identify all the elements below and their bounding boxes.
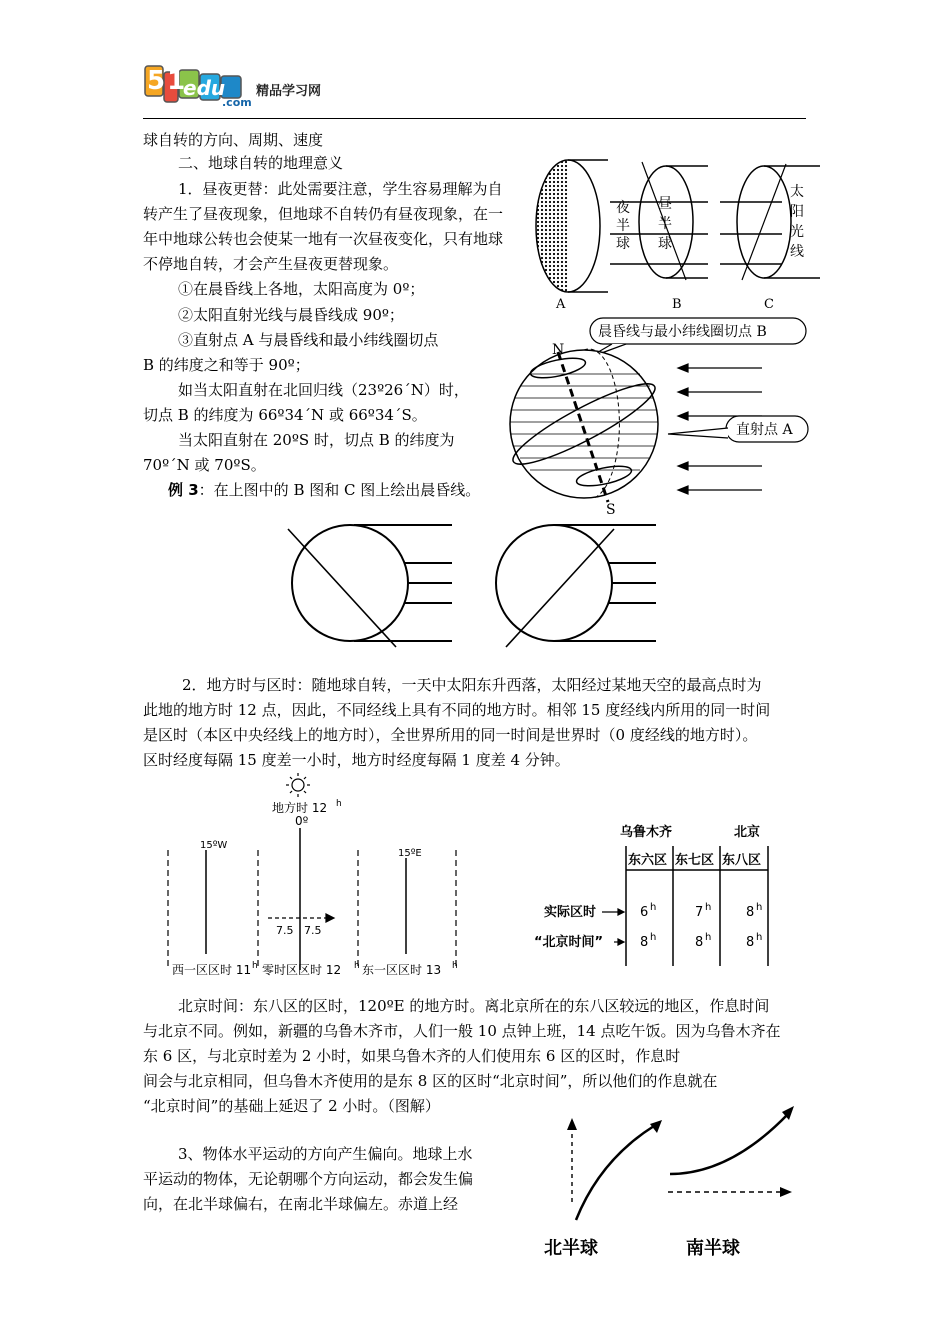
north-hemisphere-arrows <box>567 1118 662 1220</box>
city-beijing: 北京 <box>734 825 761 840</box>
north-label: N <box>552 342 565 358</box>
logo-tagline: 精品学习网 <box>256 84 322 99</box>
list-item: ②太阳直射光线与晨昏线成 90º； <box>178 306 404 324</box>
text-line: 此地的地方时 12 点，因此，不同经线上具有不同的地方时。相邻 15 度经线内所用的同一时间 <box>143 701 771 719</box>
header-rule <box>143 118 806 119</box>
south-label: S <box>606 502 616 518</box>
row-label-actual: 实际区时 <box>544 905 597 920</box>
logo-com: .com <box>222 96 252 109</box>
zone-header-6: 东六区 <box>628 853 668 868</box>
north-hemisphere-label: 北半球 <box>544 1238 598 1259</box>
deflection-diagram <box>530 1100 800 1260</box>
text-line: 向，在北半球偏右，在南北半球偏左。赤道上经 <box>143 1195 459 1213</box>
zero-zone-sup: h <box>354 961 360 971</box>
zone-header-7: 东七区 <box>675 853 715 868</box>
text-line: 1．昼夜更替：此处需要注意，学生容易理解为自 <box>178 180 503 198</box>
text-line: 间会与北京相同，但乌鲁木齐使用的是东 8 区的区时“北京时间”，所以他们的作息就在 <box>143 1072 718 1090</box>
text-line: 北京时间：东八区的区时，120ºE 的地方时。离北京所在的东八区较远的地区，作息时间 <box>178 997 770 1015</box>
local-time-sup: h <box>336 799 342 809</box>
value-sup: h <box>756 902 763 913</box>
globe-circle <box>510 350 658 498</box>
value-bj-8: 8 <box>746 935 755 950</box>
terminator-globe-diagram <box>500 316 812 518</box>
logo-edu: edu <box>183 76 226 100</box>
zone-table-diagram <box>530 820 780 970</box>
night-char: 夜 <box>616 200 630 216</box>
label-a: A <box>556 297 566 312</box>
text-line: 当太阳直射在 20ºS 时，切点 B 的纬度为 <box>178 431 455 449</box>
text-line: 东 6 区，与北京时差为 2 小时，如果乌鲁木齐的人们使用东 6 区的区时，作息时 <box>143 1047 681 1065</box>
answer-globe-b <box>288 525 452 647</box>
callout-b-text: 晨昏线与最小纬线圈切点 B <box>598 324 767 340</box>
sunray-char: 线 <box>790 244 804 260</box>
south-hemisphere-arrows <box>668 1106 794 1197</box>
value-bj-7: 8 <box>695 935 704 950</box>
west-zone-label: 西一区区时 11 <box>172 963 252 977</box>
sunray-char: 阳 <box>790 204 804 220</box>
list-item: ③直射点 A 与晨昏线和最小纬线圈切点 <box>178 331 439 349</box>
night-char: 半 <box>616 218 630 234</box>
label-c: C <box>764 297 774 312</box>
value-sup: h <box>650 902 657 913</box>
text-line: 区时经度每隔 15 度差一小时，地方时经度每隔 1 度差 4 分钟。 <box>143 751 570 769</box>
day-night-diagram <box>520 152 820 322</box>
example-text: ：在上图中的 B 图和 C 图上绘出晨昏线。 <box>198 481 481 499</box>
day-char: 昼 <box>658 196 672 212</box>
text-line: “北京时间”的基础上延迟了 2 小时。（图解） <box>143 1097 440 1115</box>
day-char: 球 <box>658 236 672 252</box>
half-width-left: 7.5 <box>276 924 294 937</box>
city-urumqi: 乌鲁木齐 <box>620 825 673 840</box>
globe-c <box>720 164 820 280</box>
row-label-beijing-time: “北京时间” <box>534 935 604 950</box>
text-line: 与北京不同。例如，新疆的乌鲁木齐市，人们一般 10 点钟上班，14 点吃午饭。因为乌鲁木齐在 <box>143 1022 781 1040</box>
logo-digits: 51 <box>147 66 188 96</box>
sun-icon <box>286 773 310 797</box>
example-label: 例 3 <box>168 481 199 499</box>
text-line: 平运动的物体，无论朝哪个方向运动，都会发生偏 <box>143 1170 474 1188</box>
text-line: 切点 B 的纬度为 66º34´N 或 66º34´S。 <box>143 406 427 424</box>
globe-a <box>536 160 608 292</box>
text-line: 如当太阳直射在北回归线（23º26´N）时， <box>178 381 469 399</box>
answer-globe-c <box>496 525 656 647</box>
sunray-char: 光 <box>790 224 804 240</box>
east-zone-sup: h <box>452 961 458 971</box>
list-item: B 的纬度之和等于 90º； <box>143 356 310 374</box>
value-actual-7: 7 <box>695 905 704 920</box>
answer-diagram <box>284 523 666 649</box>
value-sup: h <box>756 932 763 943</box>
list-item: ①在晨昏线上各地，太阳高度为 0º； <box>178 280 425 298</box>
value-sup: h <box>705 932 712 943</box>
text-line: 转产生了昼夜现象，但地球不自转仍有昼夜现象，在一 <box>143 205 504 223</box>
local-time-label: 地方时 12 <box>272 801 328 815</box>
value-sup: h <box>705 902 712 913</box>
text-line: 3、物体水平运动的方向产生偏向。地球上水 <box>178 1145 473 1163</box>
text-line: 70º´N 或 70ºS。 <box>143 456 266 474</box>
text-line: 年中地球公转也会使某一地有一次昼夜变化，只有地球 <box>143 230 504 248</box>
south-hemisphere-label: 南半球 <box>686 1238 740 1259</box>
text-line: 不停地自转，才会产生昼夜更替现象。 <box>143 255 399 273</box>
zero-zone-label: 零时区区时 12 <box>262 963 342 977</box>
value-bj-6: 8 <box>640 935 649 950</box>
value-actual-8: 8 <box>746 905 755 920</box>
value-actual-6: 6 <box>640 905 649 920</box>
text-line: 球自转的方向、周期、速度 <box>143 131 324 149</box>
meridian-15e: 15ºE <box>398 848 422 859</box>
example-line <box>168 479 480 501</box>
west-zone-sup: h <box>252 961 258 971</box>
half-width-right: 7.5 <box>304 924 322 937</box>
text-line: 2．地方时与区时：随地球自转，一天中太阳东升西落，太阳经过某地天空的最高点时为 <box>182 676 762 694</box>
label-b: B <box>672 297 682 312</box>
sunray-char: 太 <box>790 184 804 200</box>
callout-a-text: 直射点 A <box>736 422 793 438</box>
east-zone-label: 东一区区时 13 <box>362 963 442 977</box>
day-char: 半 <box>658 216 672 232</box>
zone-header-8: 东八区 <box>722 853 762 868</box>
value-sup: h <box>650 932 657 943</box>
night-char: 球 <box>616 236 630 252</box>
meridian-15w: 15ºW <box>200 840 228 851</box>
time-zone-diagram <box>160 772 470 982</box>
section-heading: 二、地球自转的地理意义 <box>178 154 344 172</box>
text-line: 是区时（本区中央经线上的地方时），全世界所用的同一时间是世界时（0 度经线的地方时）。 <box>143 726 758 744</box>
zero-degree-label: 0º <box>295 814 309 828</box>
